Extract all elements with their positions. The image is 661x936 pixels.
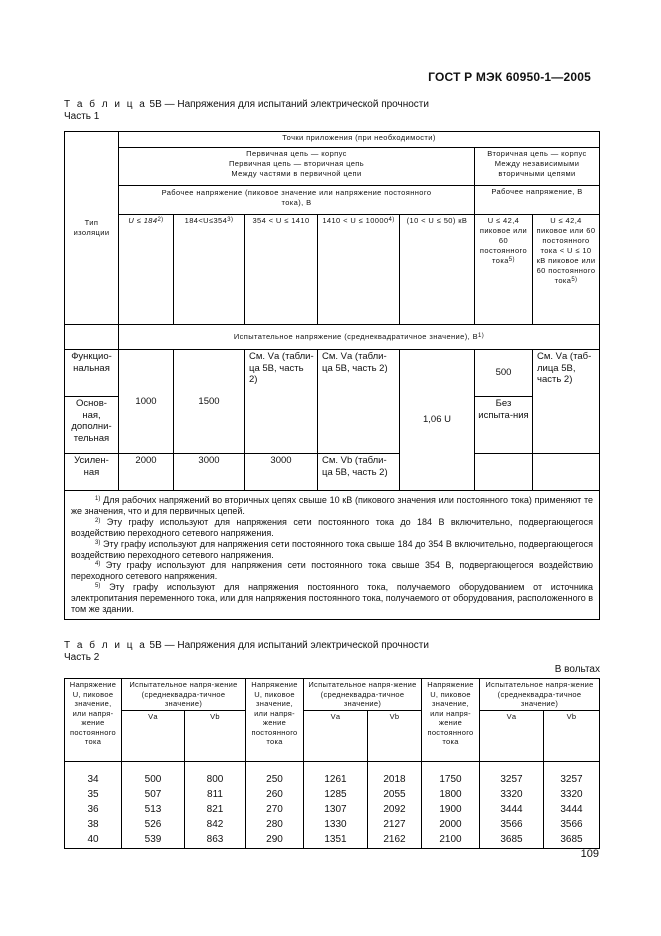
value-2000: 2000 [119, 454, 174, 491]
table-row [65, 817, 600, 832]
col1-text: U ≤ 184 [128, 215, 158, 225]
table-cell: 34 [65, 772, 122, 787]
footnote-5: $^{5)}$ Эту графу используют для напряжения постоянного тока, получаемого оборудованием от источника электропитания переменного тока, или для напряжения постоянного тока, получаемого от оборудования, расположенного в том же здании. [71, 582, 594, 615]
table-cell: 1285 [304, 787, 368, 802]
row-basic-label: Основ-ная, дополни-тельная [65, 397, 119, 454]
value-1500: 1500 [174, 350, 245, 454]
col1-footnote-ref: 2) [157, 216, 164, 223]
table-cell: 1307 [304, 802, 368, 817]
footnotes [65, 491, 600, 620]
table-cell: 280 [246, 817, 304, 832]
va-header-3: Vа [480, 710, 544, 761]
primary-circuit-group: Первичная цепь — корпус Первичная цепь — вторичная цепь Между частями в первичной цепи [119, 148, 475, 186]
col-secondary-high [533, 214, 600, 324]
table-cell: 1800 [422, 787, 480, 802]
table-cell: 1351 [304, 832, 368, 848]
table-cell: 811 [185, 787, 246, 802]
table-cell: 3566 [480, 817, 544, 832]
table1-caption-word: Т а б л и ц а [64, 99, 147, 110]
footnote-1: $^{1)}$ Для рабочих напряжений во вторичных цепях свыше 10 кВ (пикового значения или постоянного тока) применяют те же значения, что и для первичных цепей. [71, 495, 594, 516]
see-vb-col4: См. Vb (табли-ца 5В, часть 2) [318, 454, 400, 491]
table-cell: 270 [246, 802, 304, 817]
va-header-1: Vа [122, 710, 185, 761]
col-10-50kv: (10 < U ≤ 50) кВ [400, 214, 475, 324]
table-cell: 500 [122, 772, 185, 787]
vb-header-3: Vb [544, 710, 600, 761]
table2-caption [64, 640, 429, 652]
value-1000: 1000 [119, 350, 174, 454]
value-3000-col2: 3000 [174, 454, 245, 491]
table-cell: 3257 [480, 772, 544, 787]
document-header: ГОСТ Р МЭК 60950-1—2005 [428, 70, 591, 84]
footnote-5-text: Эту графу используют для напряжения постоянного тока, получаемого оборудованием от источника электропитания переменного тока, или для напряжения постоянного тока, получаемого от оборудования, расположенного в том же здании. [71, 582, 594, 615]
footnote-4-text: Эту графу используют для напряжения сети постоянного тока свыше 354 В, подвергающегося воздействию переходного сетевого напряжения. [71, 560, 594, 582]
table2-caption-word: Т а б л и ц а [64, 640, 147, 651]
table-cell: 526 [122, 817, 185, 832]
empty-cell [533, 454, 600, 491]
table-cell: 3685 [480, 832, 544, 848]
table-cell: 3320 [544, 787, 600, 802]
table-cell: 36 [65, 802, 122, 817]
type-of-insulation-header: Тип изоляции [65, 132, 119, 325]
table-cell: 290 [246, 832, 304, 848]
row-functional-label: Функцио-нальная [65, 350, 119, 397]
table-cell: 2092 [368, 802, 422, 817]
value-3000-col3: 3000 [245, 454, 318, 491]
vb-header-1: Vb [185, 710, 246, 761]
test-voltage-label: Испытательное напряжение (среднеквадратичное значение), В [233, 332, 478, 341]
working-voltage-header-1: Напряжение U, пиковое значение, или напря-жение постоянного тока [65, 679, 122, 762]
table-cell: 38 [65, 817, 122, 832]
footnote-2-text: Эту графу используют для напряжения сети постоянного тока до 184 В включительно, подвергающегося воздействию переходного сетевого напряжения. [71, 516, 593, 538]
col2-footnote-ref: 3) [227, 216, 234, 223]
table-row [65, 772, 600, 787]
table-row [65, 802, 600, 817]
test-voltage-header [119, 325, 600, 350]
col-1410-10000 [318, 214, 400, 324]
table-row [65, 832, 600, 848]
no-test: Без испыта-ния [475, 397, 533, 454]
table-cell: 250 [246, 772, 304, 787]
footnote-2: $^{2)}$ Эту графу используют для напряжения сети постоянного тока до 184 В включительно, подвергающегося воздействию переходного сетевого напряжения. [71, 516, 593, 538]
see-va-col3: См. Vа (табли-ца 5В, часть 2) [245, 350, 318, 454]
test-voltage-header-3: Испытательное напря-жение (среднеквадра-тичное значение) [480, 679, 600, 711]
col4-footnote-ref: 4) [388, 216, 395, 223]
col-u-le-184 [119, 214, 174, 324]
test-voltage-header-1: Испытательное напря-жение (среднеквадра-тичное значение) [122, 679, 246, 711]
col7-text: U ≤ 42,4 пиковое или 60 постоянного тока < U ≤ 10 кВ пиковое или 60 постоянного тока [536, 215, 596, 285]
col4-text: 1410 < U ≤ 10000 [322, 215, 389, 225]
table-cell: 40 [65, 832, 122, 848]
secondary-circuit-group: Вторичная цепь — корпус Между независимыми вторичными цепями [475, 148, 600, 186]
table-cell: 2162 [368, 832, 422, 848]
footnote-4: $^{4)}$ Эту графу используют для напряжения сети постоянного тока свыше 354 В, подвергающегося воздействию переходного сетевого напряжения. [71, 560, 594, 582]
col-184-354 [174, 214, 245, 324]
table-cell: 863 [185, 832, 246, 848]
table-row [65, 787, 600, 802]
test-voltage-footnote-ref: 1) [478, 333, 485, 339]
page-number: 109 [580, 848, 599, 860]
see-va-col4: См. Vа (табли-ца 5В, часть 2) [318, 350, 400, 454]
table-cell: 3685 [544, 832, 600, 848]
working-voltage-secondary: Рабочее напряжение, В [475, 185, 600, 214]
table-cell: 3444 [544, 802, 600, 817]
table-cell: 3257 [544, 772, 600, 787]
table-cell: 1750 [422, 772, 480, 787]
table2-caption-text: 5В — Напряжения для испытаний электрической прочности [146, 640, 429, 651]
test-voltage-header-2: Испытательное напря-жение (среднеквадра-тичное значение) [304, 679, 422, 711]
working-voltage-header-3: Напряжение U, пиковое значение, или напря-жение постоянного тока [422, 679, 480, 762]
vb-header-2: Vb [368, 710, 422, 761]
col6-footnote-ref: 5) [508, 256, 515, 263]
table1-part: Часть 1 [64, 111, 100, 122]
table-cell: 1900 [422, 802, 480, 817]
table-cell: 3444 [480, 802, 544, 817]
table-cell: 800 [185, 772, 246, 787]
table1-caption [64, 99, 429, 111]
col2-text: 184<U≤354 [184, 215, 228, 225]
table-cell: 3566 [544, 817, 600, 832]
table1-caption-text: 5В — Напряжения для испытаний электрической прочности [146, 99, 429, 110]
table-cell: 3320 [480, 787, 544, 802]
units-label: В вольтах [554, 664, 600, 675]
col-secondary-low [475, 214, 533, 324]
empty-cell [475, 454, 533, 491]
table-cell: 507 [122, 787, 185, 802]
table-cell: 842 [185, 817, 246, 832]
table-cell: 2127 [368, 817, 422, 832]
table-cell: 539 [122, 832, 185, 848]
table2-body [65, 772, 600, 849]
footnote-3-text: Эту графу используют для напряжения сети постоянного тока свыше 184 до 354 В включительно, подвергающегося воздействию переходного сетевого напряжения. [71, 538, 593, 560]
table-cell: 2018 [368, 772, 422, 787]
table2-part: Часть 2 [64, 652, 100, 663]
va-header-2: Vа [304, 710, 368, 761]
application-points-header: Точки приложения (при необходимости) [119, 132, 600, 148]
see-va-col7: См. Vа (таб-лица 5В, часть 2) [533, 350, 600, 454]
table-cell: 260 [246, 787, 304, 802]
col6-text: U ≤ 42,4 пиковое или 60 постоянного тока [479, 215, 528, 265]
col-354-1410: 354 < U ≤ 1410 [245, 214, 318, 324]
table-cell: 2000 [422, 817, 480, 832]
value-1-06u: 1,06 U [400, 350, 475, 491]
row-reinforced-label: Усилен-ная [65, 454, 119, 491]
table-cell: 2055 [368, 787, 422, 802]
col7-footnote-ref: 5) [571, 276, 578, 283]
working-voltage-primary: Рабочее напряжение (пиковое значение или напряжение постоянного тока), В [119, 185, 475, 214]
value-500: 500 [475, 350, 533, 397]
table-cell: 821 [185, 802, 246, 817]
table-cell: 1330 [304, 817, 368, 832]
table-cell: 1261 [304, 772, 368, 787]
table1 [64, 131, 600, 620]
table-cell: 513 [122, 802, 185, 817]
working-voltage-header-2: Напряжение U, пиковое значение, или напря-жение постоянного тока [246, 679, 304, 762]
footnote-3: $^{3)}$ Эту графу используют для напряжения сети постоянного тока свыше 184 до 354 В включительно, подвергающегося воздействию переходного сетевого напряжения. [71, 538, 593, 560]
table-cell: 2100 [422, 832, 480, 848]
table-cell: 35 [65, 787, 122, 802]
table2 [64, 678, 600, 849]
footnote-1-text: Для рабочих напряжений во вторичных цепях свыше 10 кВ (пикового значения или постоянного тока) применяют те же значения, что и для первичных цепей. [71, 495, 594, 516]
